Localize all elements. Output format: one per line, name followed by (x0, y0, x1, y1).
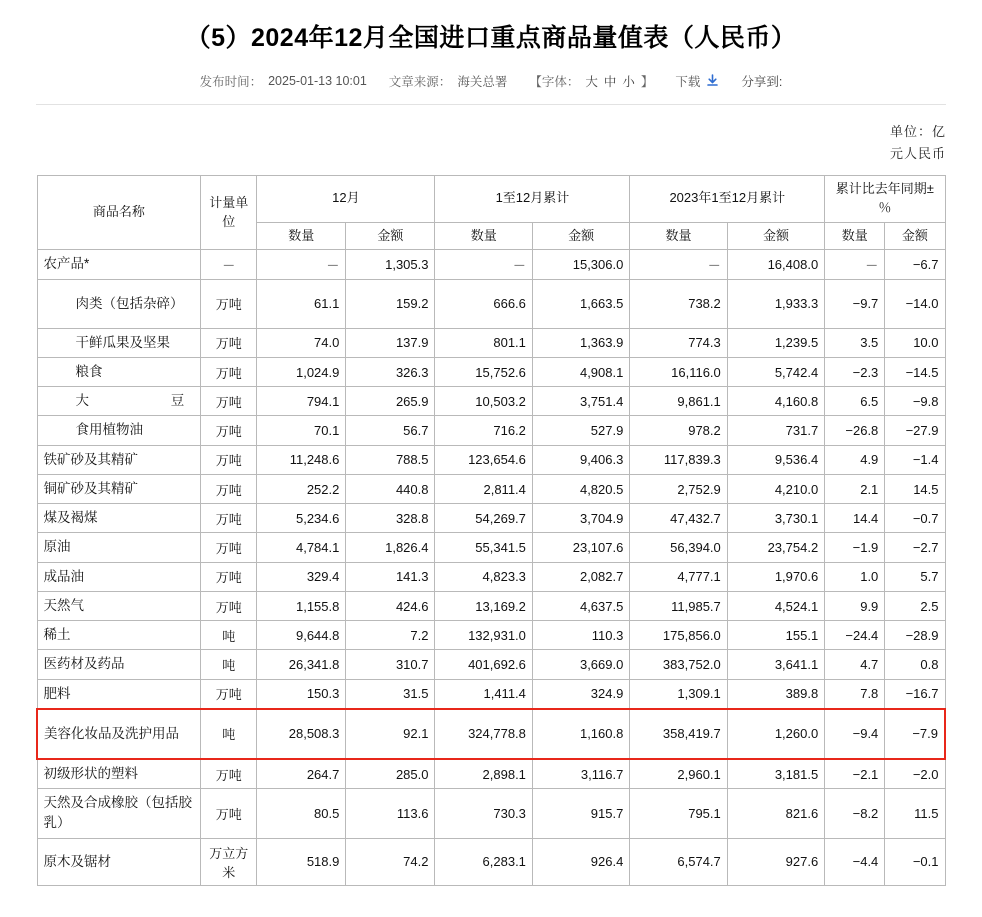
row-unit: 万吨 (201, 445, 257, 474)
row-ytd-amt: 2,082.7 (532, 562, 629, 591)
row-month-qty: 329.4 (257, 562, 346, 591)
publish-time-value: 2025-01-13 10:01 (268, 73, 367, 88)
header-month-amt: 金额 (346, 222, 435, 250)
row-yoy-amt: −16.7 (885, 679, 945, 709)
row-yoy-qty: −26.8 (825, 416, 885, 445)
row-prev-ytd-amt: 16,408.0 (727, 250, 824, 279)
row-month-qty: 150.3 (257, 679, 346, 709)
page-title: （5）2024年12月全国进口重点商品量值表（人民币） (185, 24, 797, 52)
row-yoy-qty: 4.9 (825, 445, 885, 474)
row-yoy-amt: −28.9 (885, 621, 945, 650)
header-yoy-amt: 金额 (885, 222, 945, 250)
row-prev-ytd-amt: 3,730.1 (727, 504, 824, 533)
row-ytd-amt: 915.7 (532, 789, 629, 839)
row-ytd-amt: 15,306.0 (532, 250, 629, 279)
row-yoy-amt: −9.8 (885, 387, 945, 416)
row-month-qty: 794.1 (257, 387, 346, 416)
row-yoy-amt: 10.0 (885, 328, 945, 357)
row-ytd-amt: 9,406.3 (532, 445, 629, 474)
unit-note-line2: 元人民币 (889, 145, 946, 161)
row-prev-ytd-amt: 821.6 (727, 789, 824, 839)
row-month-qty: 80.5 (257, 789, 346, 839)
table-row (37, 759, 945, 789)
row-commodity-name: 原油 (37, 533, 201, 562)
row-month-amt: 328.8 (346, 504, 435, 533)
row-ytd-amt: 1,160.8 (532, 709, 629, 759)
row-unit: 万吨 (201, 679, 257, 709)
row-ytd-amt: 4,820.5 (532, 474, 629, 503)
row-prev-ytd-qty: 4,777.1 (630, 562, 727, 591)
header-ytd-qty: 数量 (435, 222, 532, 250)
unit-note (0, 105, 982, 165)
row-unit: － (201, 250, 257, 279)
row-ytd-qty: 1,411.4 (435, 679, 532, 709)
download-label: 下载 (675, 74, 701, 89)
row-month-qty: 252.2 (257, 474, 346, 503)
row-month-qty: 1,155.8 (257, 591, 346, 620)
row-prev-ytd-qty: 9,861.1 (630, 387, 727, 416)
table-row (37, 838, 945, 885)
row-prev-ytd-qty: 6,574.7 (630, 838, 727, 885)
row-prev-ytd-amt: 4,160.8 (727, 387, 824, 416)
row-ytd-qty: 15,752.6 (435, 357, 532, 386)
row-commodity-name: 天然气 (37, 591, 201, 620)
row-month-qty: 4,784.1 (257, 533, 346, 562)
row-prev-ytd-qty: 978.2 (630, 416, 727, 445)
publish-time (200, 72, 367, 90)
row-yoy-qty: −9.7 (825, 279, 885, 328)
row-ytd-qty: 55,341.5 (435, 533, 532, 562)
row-prev-ytd-amt: 731.7 (727, 416, 824, 445)
row-commodity-name: 铁矿砂及其精矿 (37, 445, 201, 474)
row-prev-ytd-amt: 23,754.2 (727, 533, 824, 562)
row-month-amt: 31.5 (346, 679, 435, 709)
header-month-qty: 数量 (257, 222, 346, 250)
header-prev-ytd-amt: 金额 (727, 222, 824, 250)
table-row (37, 445, 945, 474)
row-prev-ytd-amt: 4,524.1 (727, 591, 824, 620)
row-yoy-qty: −8.2 (825, 789, 885, 839)
row-month-amt: 113.6 (346, 789, 435, 839)
row-ytd-qty: 666.6 (435, 279, 532, 328)
row-ytd-qty: 801.1 (435, 328, 532, 357)
row-yoy-amt: −2.0 (885, 759, 945, 789)
row-yoy-amt: −0.1 (885, 838, 945, 885)
row-commodity-name: 天然及合成橡胶（包括胶乳） (37, 789, 201, 839)
row-yoy-amt: 0.8 (885, 650, 945, 679)
row-month-amt: 141.3 (346, 562, 435, 591)
article-source-label: 文章来源： (388, 74, 452, 89)
row-month-amt: 74.2 (346, 838, 435, 885)
row-yoy-qty: 3.5 (825, 328, 885, 357)
row-unit: 万吨 (201, 416, 257, 445)
row-month-qty: 70.1 (257, 416, 346, 445)
row-ytd-qty: 13,169.2 (435, 591, 532, 620)
row-prev-ytd-qty: 738.2 (630, 279, 727, 328)
row-month-amt: 440.8 (346, 474, 435, 503)
row-yoy-amt: −14.0 (885, 279, 945, 328)
row-month-qty: 264.7 (257, 759, 346, 789)
row-unit: 吨 (201, 650, 257, 679)
header-commodity-name: 商品名称 (37, 175, 201, 250)
row-month-qty: 518.9 (257, 838, 346, 885)
download-button[interactable] (675, 72, 719, 90)
header-ytd-amt: 金额 (532, 222, 629, 250)
row-ytd-qty: 4,823.3 (435, 562, 532, 591)
table-row (37, 562, 945, 591)
row-commodity-name: 初级形状的塑料 (37, 759, 201, 789)
row-ytd-qty: 716.2 (435, 416, 532, 445)
row-prev-ytd-qty: 2,960.1 (630, 759, 727, 789)
row-ytd-amt: 926.4 (532, 838, 629, 885)
row-ytd-qty: 2,898.1 (435, 759, 532, 789)
row-prev-ytd-amt: 1,239.5 (727, 328, 824, 357)
row-unit: 万吨 (201, 533, 257, 562)
row-ytd-qty: 54,269.7 (435, 504, 532, 533)
font-size-close-bracket: 】 (640, 74, 654, 89)
row-unit: 万吨 (201, 789, 257, 839)
row-prev-ytd-amt: 3,181.5 (727, 759, 824, 789)
row-prev-ytd-qty: 56,394.0 (630, 533, 727, 562)
row-ytd-qty: 2,811.4 (435, 474, 532, 503)
row-month-qty: 11,248.6 (257, 445, 346, 474)
header-prev-ytd: 2023年1至12月累计 (630, 175, 825, 222)
row-yoy-amt: −27.9 (885, 416, 945, 445)
table-row (37, 679, 945, 709)
header-prev-ytd-qty: 数量 (630, 222, 727, 250)
row-yoy-amt: −2.7 (885, 533, 945, 562)
row-ytd-qty: 401,692.6 (435, 650, 532, 679)
row-month-qty: 74.0 (257, 328, 346, 357)
header-yoy-qty: 数量 (825, 222, 885, 250)
row-commodity-name: 成品油 (37, 562, 201, 591)
row-yoy-qty: 7.8 (825, 679, 885, 709)
share-label[interactable]: 分享到: (741, 74, 783, 89)
row-month-amt: 56.7 (346, 416, 435, 445)
row-month-amt: 159.2 (346, 279, 435, 328)
row-unit: 万吨 (201, 562, 257, 591)
row-yoy-amt: 14.5 (885, 474, 945, 503)
row-commodity-name: 干鲜瓜果及坚果 (37, 328, 201, 357)
row-prev-ytd-qty: 358,419.7 (630, 709, 727, 759)
row-prev-ytd-qty: 175,856.0 (630, 621, 727, 650)
row-month-amt: 92.1 (346, 709, 435, 759)
row-month-amt: 285.0 (346, 759, 435, 789)
row-commodity-name: 原木及锯材 (37, 838, 201, 885)
row-unit: 万吨 (201, 759, 257, 789)
row-ytd-amt: 527.9 (532, 416, 629, 445)
row-yoy-qty: 2.1 (825, 474, 885, 503)
row-yoy-amt: 5.7 (885, 562, 945, 591)
row-commodity-name: 稀土 (37, 621, 201, 650)
table-row (37, 328, 945, 357)
row-ytd-qty: 132,931.0 (435, 621, 532, 650)
font-size-controls[interactable] (529, 72, 653, 90)
import-commodity-table (36, 175, 946, 886)
row-ytd-amt: 110.3 (532, 621, 629, 650)
row-ytd-amt: 1,363.9 (532, 328, 629, 357)
header-unit: 计量单位 (201, 175, 257, 250)
table-header-row-1 (37, 175, 945, 222)
table-row (37, 250, 945, 279)
row-prev-ytd-qty: － (630, 250, 727, 279)
article-source-value: 海关总署 (457, 74, 508, 89)
download-icon[interactable] (706, 74, 719, 87)
row-month-amt: 310.7 (346, 650, 435, 679)
row-unit: 万吨 (201, 387, 257, 416)
header-ytd: 1至12月累计 (435, 175, 630, 222)
row-prev-ytd-amt: 155.1 (727, 621, 824, 650)
row-yoy-qty: −2.3 (825, 357, 885, 386)
row-month-amt: 7.2 (346, 621, 435, 650)
row-month-qty: 26,341.8 (257, 650, 346, 679)
row-ytd-amt: 3,704.9 (532, 504, 629, 533)
row-ytd-amt: 1,663.5 (532, 279, 629, 328)
row-yoy-amt: −6.7 (885, 250, 945, 279)
row-month-amt: 1,826.4 (346, 533, 435, 562)
row-prev-ytd-qty: 795.1 (630, 789, 727, 839)
row-prev-ytd-amt: 389.8 (727, 679, 824, 709)
row-ytd-qty: 324,778.8 (435, 709, 532, 759)
font-size-small[interactable]: 小 (622, 74, 635, 89)
table-row (37, 789, 945, 839)
table-row (37, 387, 945, 416)
row-month-qty: 61.1 (257, 279, 346, 328)
row-unit: 吨 (201, 621, 257, 650)
row-month-amt: 1,305.3 (346, 250, 435, 279)
table-row (37, 357, 945, 386)
row-month-amt: 265.9 (346, 387, 435, 416)
row-yoy-amt: −0.7 (885, 504, 945, 533)
header-month: 12月 (257, 175, 435, 222)
row-ytd-qty: 123,654.6 (435, 445, 532, 474)
font-size-medium[interactable]: 中 (603, 74, 617, 89)
row-month-amt: 424.6 (346, 591, 435, 620)
row-commodity-name: 粮食 (37, 357, 201, 386)
table-row (37, 504, 945, 533)
row-commodity-name: 美容化妆品及洗护用品 (37, 709, 201, 759)
row-ytd-amt: 324.9 (532, 679, 629, 709)
row-prev-ytd-qty: 1,309.1 (630, 679, 727, 709)
row-month-qty: 9,644.8 (257, 621, 346, 650)
table-body (37, 250, 945, 885)
row-yoy-qty: 6.5 (825, 387, 885, 416)
row-commodity-name: 煤及褐煤 (37, 504, 201, 533)
row-commodity-name: 农产品* (37, 250, 201, 279)
row-unit: 万吨 (201, 591, 257, 620)
row-yoy-qty: −1.9 (825, 533, 885, 562)
row-yoy-amt: −7.9 (885, 709, 945, 759)
row-commodity-name: 肥料 (37, 679, 201, 709)
row-commodity-name: 肉类（包括杂碎） (37, 279, 201, 328)
row-prev-ytd-qty: 383,752.0 (630, 650, 727, 679)
row-yoy-qty: 14.4 (825, 504, 885, 533)
row-commodity-name: 铜矿砂及其精矿 (37, 474, 201, 503)
header-yoy: 累计比去年同期±％ (825, 175, 945, 222)
row-unit: 万吨 (201, 357, 257, 386)
row-unit: 万吨 (201, 504, 257, 533)
row-unit: 万立方米 (201, 838, 257, 885)
row-yoy-qty: −9.4 (825, 709, 885, 759)
row-unit: 吨 (201, 709, 257, 759)
row-prev-ytd-qty: 11,985.7 (630, 591, 727, 620)
row-prev-ytd-amt: 4,210.0 (727, 474, 824, 503)
table-row (37, 709, 945, 759)
row-month-amt: 137.9 (346, 328, 435, 357)
row-yoy-amt: 2.5 (885, 591, 945, 620)
row-prev-ytd-qty: 16,116.0 (630, 357, 727, 386)
row-month-qty: 1,024.9 (257, 357, 346, 386)
font-size-label: 【字体： (529, 74, 580, 89)
row-ytd-amt: 4,637.5 (532, 591, 629, 620)
row-month-amt: 326.3 (346, 357, 435, 386)
row-yoy-qty: 9.9 (825, 591, 885, 620)
row-yoy-amt: −1.4 (885, 445, 945, 474)
table-row (37, 279, 945, 328)
row-ytd-amt: 4,908.1 (532, 357, 629, 386)
row-commodity-name: 大豆 (37, 387, 201, 416)
row-yoy-amt: −14.5 (885, 357, 945, 386)
table-row (37, 650, 945, 679)
font-size-large[interactable]: 大 (585, 74, 598, 89)
table-row (37, 533, 945, 562)
row-yoy-amt: 11.5 (885, 789, 945, 839)
row-ytd-qty: 730.3 (435, 789, 532, 839)
row-month-qty: － (257, 250, 346, 279)
article-source (389, 72, 508, 90)
table-row (37, 621, 945, 650)
unit-note-line1: 单位：亿 (889, 123, 946, 139)
table-row (37, 416, 945, 445)
row-prev-ytd-amt: 3,641.1 (727, 650, 824, 679)
publish-time-label: 发布时间： (199, 74, 263, 89)
article-metabar (36, 72, 946, 105)
row-ytd-amt: 3,669.0 (532, 650, 629, 679)
row-prev-ytd-amt: 1,970.6 (727, 562, 824, 591)
row-ytd-qty: 10,503.2 (435, 387, 532, 416)
row-ytd-amt: 23,107.6 (532, 533, 629, 562)
row-yoy-qty: −2.1 (825, 759, 885, 789)
row-unit: 万吨 (201, 328, 257, 357)
import-table-wrapper (0, 165, 982, 886)
row-prev-ytd-qty: 774.3 (630, 328, 727, 357)
row-yoy-qty: 1.0 (825, 562, 885, 591)
row-prev-ytd-amt: 927.6 (727, 838, 824, 885)
row-commodity-name: 医药材及药品 (37, 650, 201, 679)
row-month-qty: 5,234.6 (257, 504, 346, 533)
row-month-qty: 28,508.3 (257, 709, 346, 759)
row-yoy-qty: −4.4 (825, 838, 885, 885)
row-prev-ytd-qty: 117,839.3 (630, 445, 727, 474)
row-ytd-qty: 6,283.1 (435, 838, 532, 885)
row-prev-ytd-amt: 9,536.4 (727, 445, 824, 474)
row-prev-ytd-qty: 2,752.9 (630, 474, 727, 503)
row-prev-ytd-qty: 47,432.7 (630, 504, 727, 533)
row-prev-ytd-amt: 1,260.0 (727, 709, 824, 759)
row-prev-ytd-amt: 1,933.3 (727, 279, 824, 328)
row-yoy-qty: － (825, 250, 885, 279)
row-month-amt: 788.5 (346, 445, 435, 474)
row-unit: 万吨 (201, 279, 257, 328)
row-commodity-name: 食用植物油 (37, 416, 201, 445)
row-ytd-qty: － (435, 250, 532, 279)
table-row (37, 591, 945, 620)
row-yoy-qty: −24.4 (825, 621, 885, 650)
row-yoy-qty: 4.7 (825, 650, 885, 679)
row-ytd-amt: 3,116.7 (532, 759, 629, 789)
row-unit: 万吨 (201, 474, 257, 503)
row-ytd-amt: 3,751.4 (532, 387, 629, 416)
row-prev-ytd-amt: 5,742.4 (727, 357, 824, 386)
table-row (37, 474, 945, 503)
